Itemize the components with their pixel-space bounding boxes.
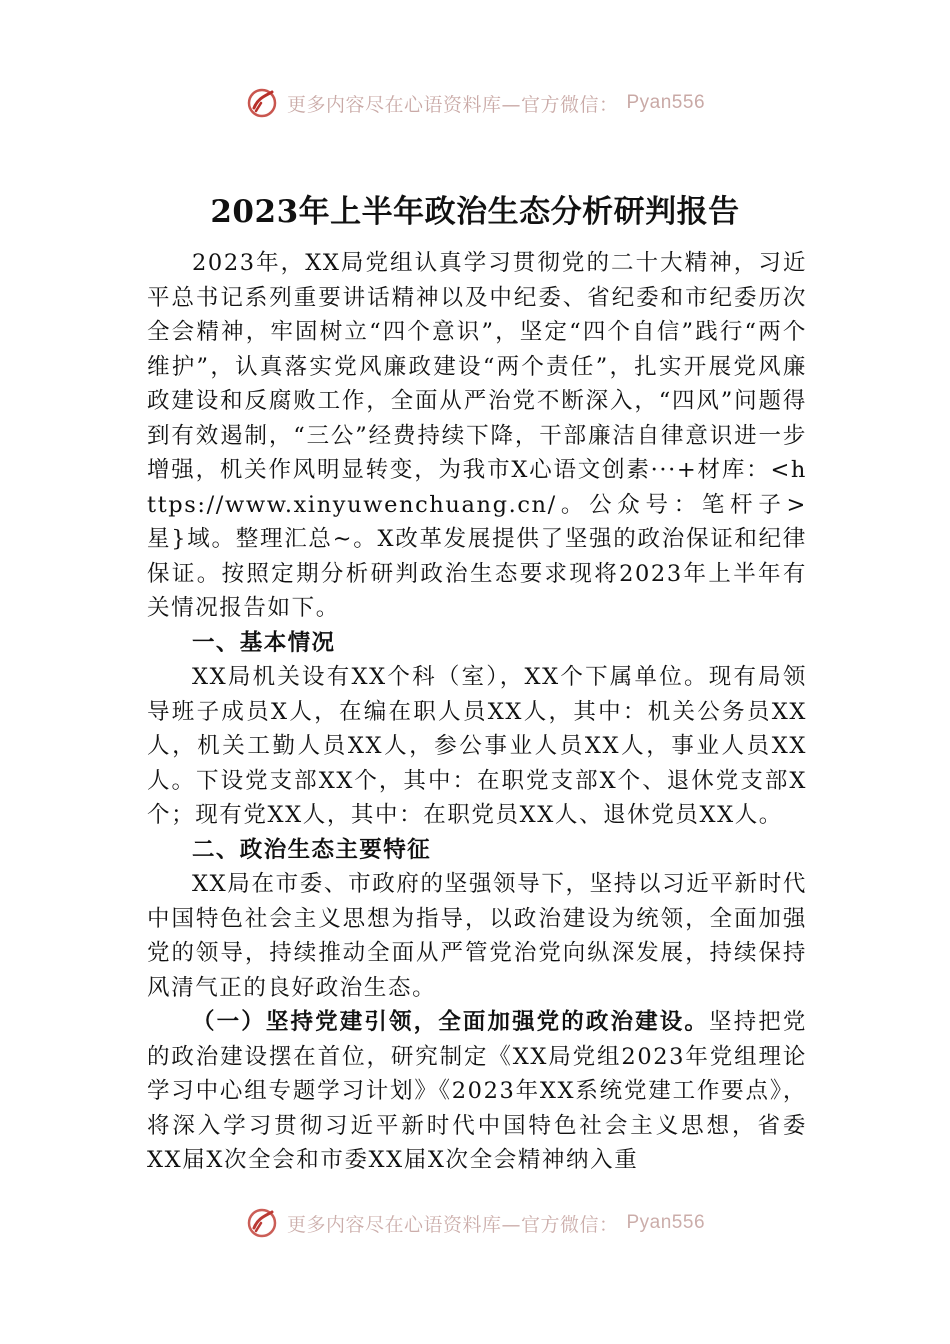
document-title: 2023年上半年政治生态分析研判报告 — [210, 194, 740, 230]
intro-paragraph — [147, 246, 807, 626]
subsection-text-1: 坚持把党的政治建设摆在首位，研究制定《XX局党组2023年党组理论学习中心组专题学习计划》《2023年XX系统党建工作要点》，将深入学习贯彻习近平新时代中国特色社会主义思想，省委XX届X次全会和市委XX届X次全会精神纳入重 — [147, 1009, 807, 1173]
subsection-paragraph-1 — [147, 1005, 807, 1178]
section-heading-basic: 一、基本情况 — [192, 629, 336, 656]
watermark-wechat-id: Pyan556 — [626, 92, 706, 113]
intro-text-continued: 。公众号：笔杆子>星}域。整理汇总~。X改革发展提供了坚强的政治保证和纪律保证。按照定期分析研判政治生态要求现将2023年上半年有关情况报告如下。 — [147, 491, 807, 621]
header-watermark — [0, 86, 950, 120]
brand-logo-icon — [245, 86, 279, 120]
watermark-wechat-id-footer: Pyan556 — [626, 1212, 706, 1233]
footer-watermark — [0, 1206, 950, 1240]
intro-text: 2023年，XX局党组认真学习贯彻党的二十大精神，习近平总书记系列重要讲话精神以及中纪委、省纪委和市纪委历次全会精神，牢固树立“四个意识”，坚定“四个自信”践行“两个维护”，认真落实党风廉政建设“两个责任”，扎实开展党风廉政建设和反腐败工作，全面从严治党不断深入，“四风”问题得到有效遏制，“三公”经费持续下降，干部廉洁自律意识进一步增强，机关作风明显转变，为我市X心语文创素···+材库： — [147, 250, 807, 483]
brand-logo-icon-footer — [245, 1206, 279, 1240]
watermark-text-footer: 更多内容尽在心语资料库—官方微信： — [286, 1213, 619, 1236]
section-basic-paragraph: XX局机关设有XX个科（室），XX个下属单位。现有局领导班子成员X人，在编在职人员XX人，其中：机关公务员XX人，机关工勤人员XX人，参公事业人员XX人，事业人员XX人。下设党支部XX个，其中：在职党支部X个、退休党支部X个；现有党XX人，其中：在职党员XX人、退休党员XX人。 — [147, 664, 807, 828]
document-body — [147, 246, 807, 1178]
intro-link: <https://www.xinyuwenchuang.cn/ — [147, 457, 807, 518]
section-heading-features: 二、政治生态主要特征 — [192, 836, 432, 863]
watermark-text: 更多内容尽在心语资料库—官方微信： — [286, 93, 619, 116]
section-features-paragraph: XX局在市委、市政府的坚强领导下，坚持以习近平新时代中国特色社会主义思想为指导，以政治建设为统领，全面加强党的领导，持续推动全面从严管党治党向纵深发展，持续保持风清气正的良好政治生态。 — [147, 871, 807, 1001]
subsection-heading-1: （一）坚持党建引领，全面加强党的政治建设。 — [192, 1009, 710, 1035]
